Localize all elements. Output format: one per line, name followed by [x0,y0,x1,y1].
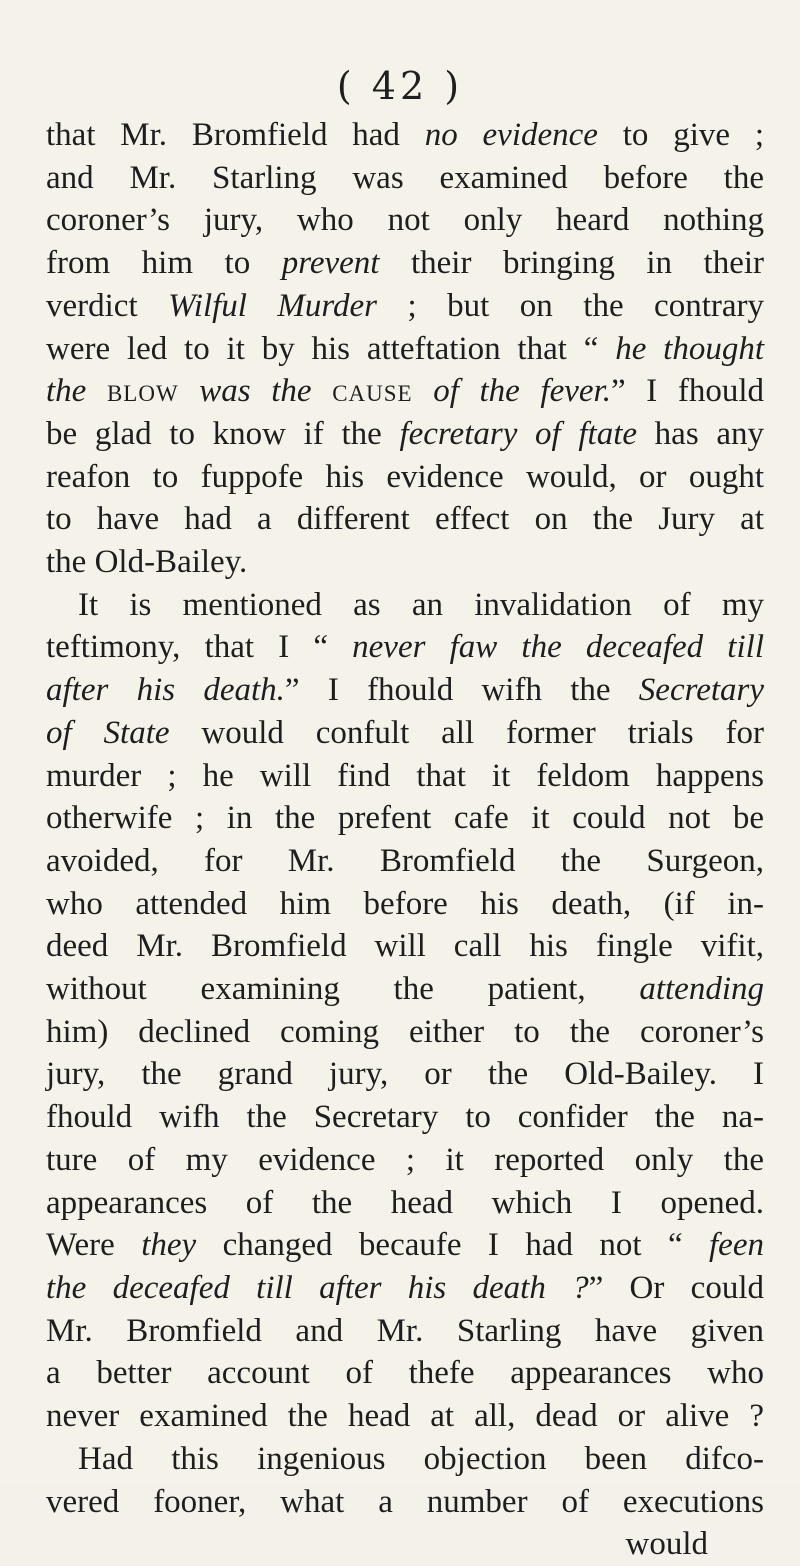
text-segment: changed becaufe I had not “ [196,1227,710,1264]
text-segment: after his death. [46,672,285,709]
text-segment: has any [637,415,764,452]
text-segment: him) declined coming either to the coroner’s [46,1013,764,1050]
text-line [46,1011,764,1054]
text-segment: fhould wifh the Secretary to confider the na- [46,1099,764,1136]
text-line [46,840,764,883]
text-segment: the [46,373,107,410]
text-segment: Wilful Murder [168,287,378,324]
text-segment: to have had a different effect on the Jury at [46,501,764,538]
text-segment: ” I fhould wifh the [284,672,639,709]
text-line [46,626,764,669]
text-segment: of State [46,714,170,751]
text-line [46,114,764,157]
text-segment: reafon to fuppofe his evidence would, or ought [46,458,764,495]
text-segment: Secretary [638,672,765,709]
text-segment: avoided, for Mr. Bromfield the Surgeon, [46,842,764,879]
text-segment: was the [178,373,333,410]
text-segment: It is mentioned as an invalidation of my [78,586,764,623]
text-segment: would confult all former trials for [169,714,764,751]
text-segment: deed Mr. Bromfield will call his fingle vifit, [46,928,764,965]
text-line [46,712,764,755]
text-segment: ” Or could [588,1269,764,1306]
text-line [46,199,764,242]
text-line [46,498,764,541]
text-line [46,157,764,200]
text-segment: a better account of thefe appearances who [46,1355,764,1392]
text-line [46,1224,764,1267]
text-segment: were led to it by his atteftation that “ [46,330,616,367]
text-line [46,968,764,1011]
text-segment: their bringing in their [379,245,764,282]
text-line [46,1395,764,1438]
text-line [46,669,764,712]
text-segment: and Mr. Starling was examined before the [46,159,764,196]
text-line [46,242,764,285]
text-line [46,1139,764,1182]
text-segment: murder ; he will find that it feldom happens [46,757,764,794]
text-line [46,1523,764,1566]
text-line [46,755,764,798]
text-line [46,456,764,499]
text-line [46,1352,764,1395]
text-segment: never faw the deceafed till [352,629,764,666]
text-segment: appearances of the head which I opened. [46,1184,764,1221]
text-segment: jury, the grand jury, or the Old-Bailey. I [46,1056,764,1093]
text-segment: fecretary of ftate [399,415,638,452]
text-segment: the Old-Bailey. [46,544,248,581]
text-segment: who attended him before his death, (if in- [46,885,764,922]
text-segment: that Mr. Bromfield had [46,117,425,153]
text-segment: be glad to know if the [46,415,400,452]
text-segment: Mr. Bromfield and Mr. Starling have given [46,1312,764,1349]
text-segment: the deceafed till after his death ? [46,1269,589,1306]
text-line [46,1310,764,1353]
text-segment: prevent [281,245,380,282]
text-line [46,925,764,968]
text-segment: vered fooner, what a number of executions [46,1483,764,1520]
text-segment: would [625,1526,708,1563]
text-segment: ; but on the contrary [377,287,765,324]
text-line [46,1096,764,1139]
text-segment: from him to [46,245,282,282]
text-line [46,797,764,840]
text-segment: verdict [46,287,169,324]
text-segment: teftimony, that I “ [46,629,353,666]
page-body-text [46,114,764,1566]
text-segment: they [141,1227,197,1264]
text-segment: feen [709,1227,764,1264]
text-segment: Were [46,1227,142,1264]
text-segment: blow [106,373,179,410]
text-line [46,541,764,584]
text-segment: attending [639,971,764,1008]
text-segment: he thought [615,330,765,367]
text-line [46,413,764,456]
text-line [46,1053,764,1096]
text-line [46,370,764,413]
text-segment: coroner’s jury, who not only heard nothing [46,202,764,239]
text-segment: ture of my evidence ; it reported only the [46,1141,764,1178]
text-segment: Had this ingenious objection been difco- [78,1440,764,1477]
text-line [46,328,764,371]
text-line [46,285,764,328]
text-line [46,1438,764,1481]
text-line [46,1267,764,1310]
text-segment: no evidence [424,117,598,153]
text-line [46,1182,764,1225]
text-line [46,1481,764,1524]
text-segment: to give ; [597,117,764,153]
text-line [46,584,764,627]
page-number-header: ( 42 ) [336,64,464,108]
text-segment: otherwife ; in the prefent cafe it could not be [46,800,764,837]
text-segment: cause [332,373,413,410]
text-line [46,883,764,926]
text-segment: of the fever. [412,373,611,410]
text-segment: never examined the head at all, dead or alive ? [46,1398,764,1435]
text-segment: ” I fhould [610,373,765,410]
text-segment: without examining the patient, [46,971,640,1008]
